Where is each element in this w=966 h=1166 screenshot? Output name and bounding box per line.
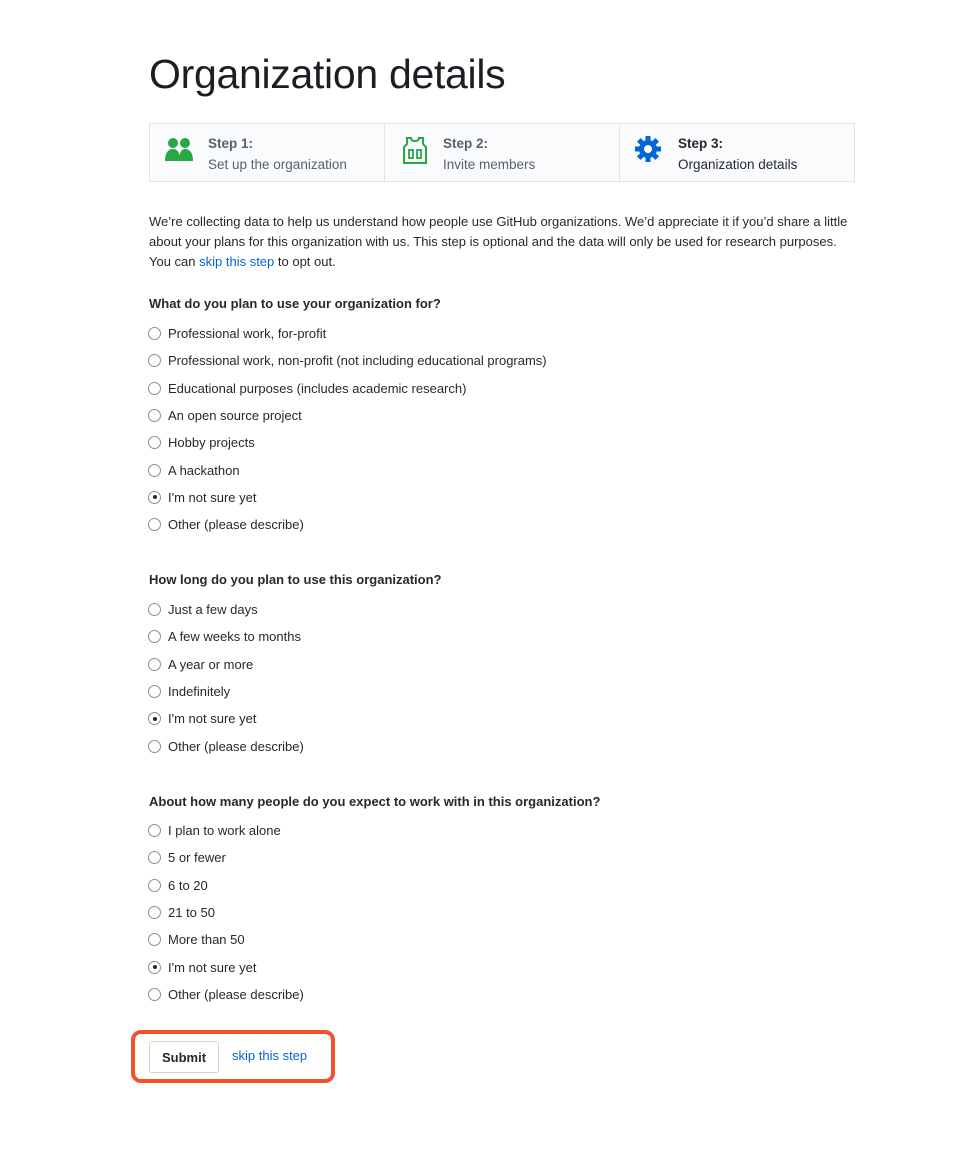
radio-option[interactable] bbox=[148, 402, 547, 429]
step-2-title: Step 2: bbox=[443, 136, 489, 151]
radio-option[interactable] bbox=[148, 732, 304, 759]
radio-label: More than 50 bbox=[168, 932, 245, 948]
intro-text bbox=[149, 212, 859, 272]
page-title: Organization details bbox=[149, 51, 506, 97]
step-3-description: Organization details bbox=[678, 157, 798, 172]
jersey-icon bbox=[399, 135, 431, 165]
radio-option[interactable] bbox=[148, 623, 304, 650]
radio-label: 21 to 50 bbox=[168, 905, 215, 921]
intro-text-before: We’re collecting data to help us understand how people use GitHub organizations. We’d appreciate it if you’d share a little about your plans for this organization with us. This step is optional and the data will only be used for research purposes. You can bbox=[149, 214, 848, 269]
radio-button[interactable] bbox=[148, 685, 161, 698]
radio-button[interactable] bbox=[148, 740, 161, 753]
radio-label: I'm not sure yet bbox=[168, 489, 257, 505]
gear-icon bbox=[634, 135, 666, 165]
radio-option[interactable] bbox=[148, 651, 304, 678]
radio-button-selected[interactable] bbox=[148, 961, 161, 974]
radio-button[interactable] bbox=[148, 464, 161, 477]
radio-button[interactable] bbox=[148, 988, 161, 1001]
radio-label: A hackathon bbox=[168, 462, 240, 478]
radio-option[interactable] bbox=[148, 953, 304, 980]
skip-step-link[interactable]: skip this step bbox=[232, 1048, 308, 1063]
radio-button[interactable] bbox=[148, 658, 161, 671]
radio-option[interactable] bbox=[148, 596, 304, 623]
radio-option[interactable] bbox=[148, 899, 304, 926]
radio-label: Professional work, non-profit (not including educational programs) bbox=[168, 353, 547, 369]
radio-label: A few weeks to months bbox=[168, 629, 301, 645]
radio-option[interactable] bbox=[148, 926, 304, 953]
radio-button[interactable] bbox=[148, 851, 161, 864]
question-usage-label: What do you plan to use your organization for? bbox=[149, 296, 441, 311]
radio-option[interactable] bbox=[148, 484, 547, 511]
radio-option[interactable] bbox=[148, 844, 304, 871]
step-3 bbox=[620, 124, 854, 181]
skip-step-inline-link[interactable]: skip this step bbox=[199, 254, 275, 269]
radio-label: Other (please describe) bbox=[168, 517, 304, 533]
radio-button[interactable] bbox=[148, 382, 161, 395]
radio-button[interactable] bbox=[148, 906, 161, 919]
radio-button[interactable] bbox=[148, 824, 161, 837]
question-usage-options bbox=[148, 320, 547, 538]
radio-button[interactable] bbox=[148, 603, 161, 616]
radio-button[interactable] bbox=[148, 630, 161, 643]
radio-button[interactable] bbox=[148, 327, 161, 340]
radio-button[interactable] bbox=[148, 436, 161, 449]
question-team-size-options bbox=[148, 817, 304, 1008]
radio-option[interactable] bbox=[148, 320, 547, 347]
radio-label: Indefinitely bbox=[168, 684, 231, 700]
radio-label: 5 or fewer bbox=[168, 850, 226, 866]
radio-option[interactable] bbox=[148, 981, 304, 1008]
radio-label: Other (please describe) bbox=[168, 986, 304, 1002]
radio-option[interactable] bbox=[148, 429, 547, 456]
step-2-description: Invite members bbox=[443, 157, 536, 172]
radio-label: Other (please describe) bbox=[168, 738, 304, 754]
step-1-description: Set up the organization bbox=[208, 157, 347, 172]
step-1-title: Step 1: bbox=[208, 136, 254, 151]
people-icon bbox=[164, 135, 196, 165]
radio-option[interactable] bbox=[148, 511, 547, 538]
intro-text-after: to opt out. bbox=[274, 254, 336, 269]
step-2 bbox=[385, 124, 620, 181]
radio-option[interactable] bbox=[148, 705, 304, 732]
radio-label: A year or more bbox=[168, 656, 254, 672]
radio-button-selected[interactable] bbox=[148, 491, 161, 504]
radio-button[interactable] bbox=[148, 879, 161, 892]
radio-label: 6 to 20 bbox=[168, 877, 208, 893]
radio-button[interactable] bbox=[148, 933, 161, 946]
radio-option[interactable] bbox=[148, 456, 547, 483]
radio-button[interactable] bbox=[148, 409, 161, 422]
radio-button[interactable] bbox=[148, 518, 161, 531]
radio-label: Educational purposes (includes academic research) bbox=[168, 380, 467, 396]
step-3-title: Step 3: bbox=[678, 136, 724, 151]
radio-label: Hobby projects bbox=[168, 435, 255, 451]
radio-label: I'm not sure yet bbox=[168, 959, 257, 975]
radio-option[interactable] bbox=[148, 678, 304, 705]
question-team-size-label: About how many people do you expect to work with in this organization? bbox=[149, 794, 601, 809]
radio-label: Just a few days bbox=[168, 602, 258, 618]
radio-label: I plan to work alone bbox=[168, 823, 281, 839]
radio-label: An open source project bbox=[168, 408, 302, 424]
radio-option[interactable] bbox=[148, 375, 547, 402]
radio-button[interactable] bbox=[148, 354, 161, 367]
question-duration-options bbox=[148, 596, 304, 760]
radio-option[interactable] bbox=[148, 872, 304, 899]
radio-option[interactable] bbox=[148, 817, 304, 844]
radio-button-selected[interactable] bbox=[148, 712, 161, 725]
step-1 bbox=[150, 124, 385, 181]
submit-button[interactable]: Submit bbox=[149, 1041, 219, 1073]
radio-label: I'm not sure yet bbox=[168, 711, 257, 727]
steps-progress bbox=[149, 123, 855, 182]
radio-label: Professional work, for-profit bbox=[168, 326, 327, 342]
radio-option[interactable] bbox=[148, 347, 547, 374]
question-duration-label: How long do you plan to use this organization? bbox=[149, 572, 442, 587]
